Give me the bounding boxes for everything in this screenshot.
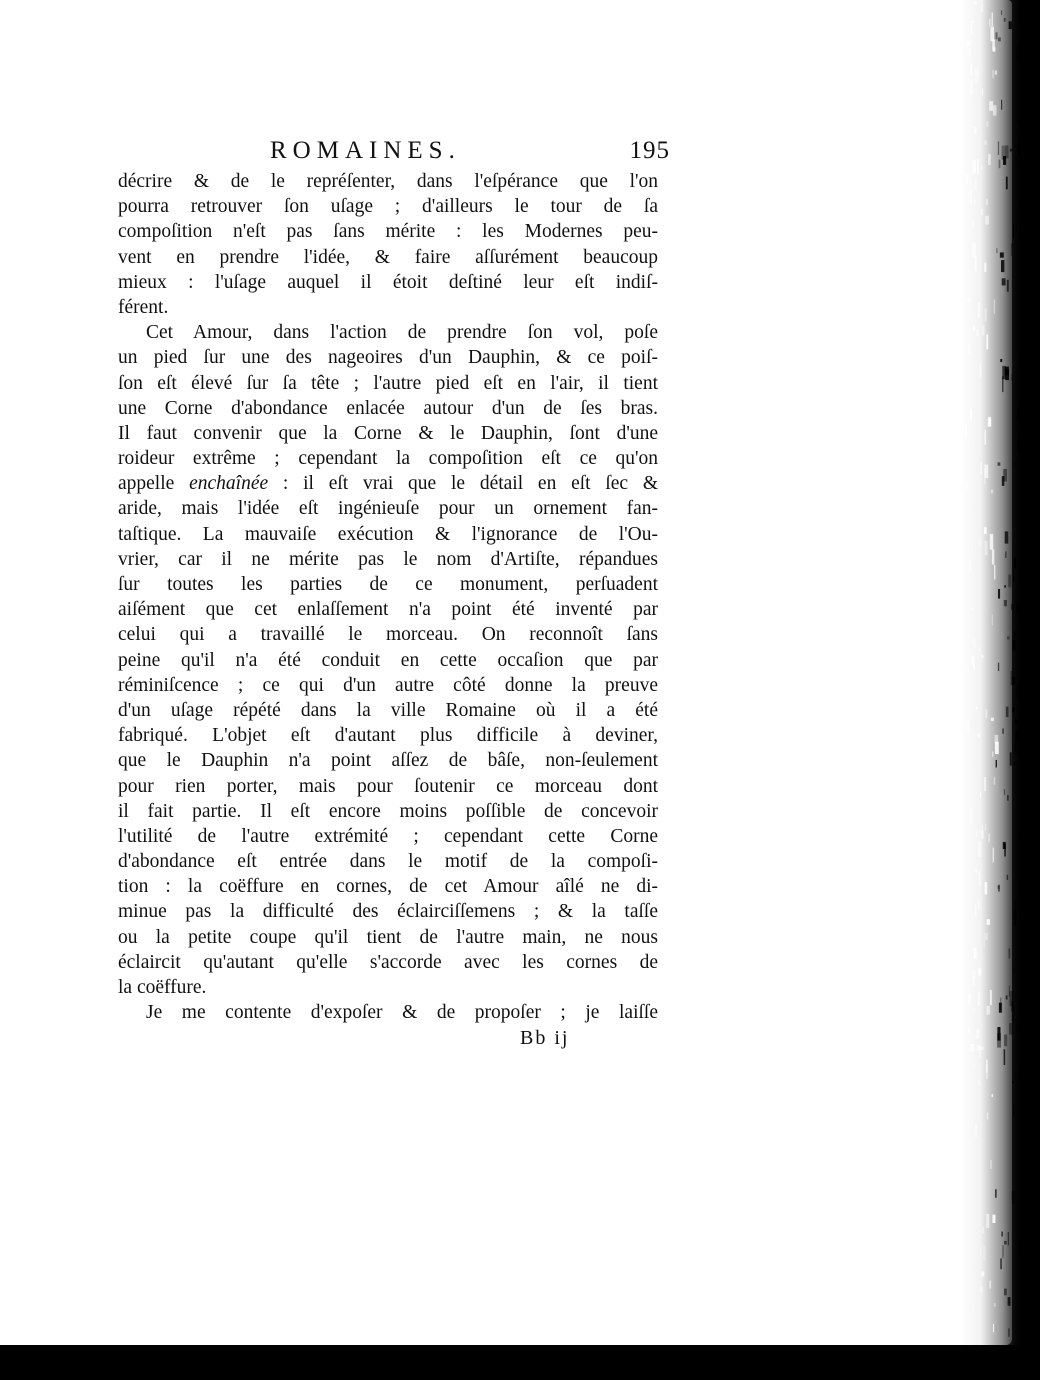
edge-fleck <box>1014 967 1015 974</box>
edge-fleck <box>998 589 1000 599</box>
edge-fleck <box>1016 603 1020 611</box>
edge-fleck <box>1002 1245 1004 1258</box>
edge-fleck <box>1007 636 1010 639</box>
edge-fleck <box>966 174 968 183</box>
edge-fleck <box>986 1064 988 1079</box>
edge-fleck <box>992 13 994 27</box>
edge-fleck <box>984 140 987 145</box>
text-line: d'abondance eſt entrée dans le motif de la compoſi- <box>118 851 658 873</box>
edge-fleck <box>1008 1328 1009 1337</box>
edge-fleck <box>1001 10 1002 15</box>
edge-fleck <box>970 179 971 192</box>
edge-fleck <box>989 101 993 111</box>
edge-fleck <box>1004 1241 1007 1245</box>
text-line: aiſément que cet enlaſſement n'a point été inventé par <box>118 599 658 621</box>
italic-term: enchaînée <box>189 473 269 495</box>
edge-fleck <box>1002 278 1006 285</box>
edge-fleck <box>984 430 986 445</box>
edge-fleck <box>971 608 974 611</box>
edge-fleck <box>973 639 976 648</box>
edge-fleck <box>965 643 967 653</box>
edge-fleck <box>978 992 980 1007</box>
edge-fleck <box>970 561 971 571</box>
text-line: vrier, car il ne mérite pas le nom d'Artiſte, répandues <box>118 548 658 570</box>
edge-fleck <box>1002 1232 1003 1237</box>
edge-fleck <box>1012 1081 1013 1083</box>
edge-fleck <box>1004 1049 1006 1065</box>
edge-fleck <box>1014 911 1017 926</box>
edge-fleck <box>979 830 980 832</box>
edge-fleck <box>990 27 994 42</box>
edge-fleck <box>996 760 997 768</box>
edge-fleck <box>979 364 981 379</box>
edge-fleck <box>994 565 995 580</box>
edge-fleck <box>1017 120 1019 123</box>
edge-fleck <box>1009 948 1011 958</box>
edge-fleck <box>990 1160 991 1169</box>
edge-fleck <box>1020 611 1024 621</box>
edge-fleck <box>968 344 971 354</box>
edge-fleck <box>1018 10 1020 20</box>
edge-fleck <box>996 248 997 253</box>
edge-fleck <box>972 970 975 986</box>
edge-fleck <box>1017 202 1019 207</box>
edge-fleck <box>991 718 994 721</box>
edge-fleck <box>1009 986 1010 997</box>
edge-fleck <box>968 1028 971 1033</box>
signature-mark-line <box>118 1025 658 1051</box>
edge-fleck <box>983 1245 985 1260</box>
edge-fleck <box>992 1094 994 1097</box>
edge-fleck <box>1017 1076 1019 1079</box>
text-line: fabriqué. L'objet eſt d'autant plus difficile à deviner, <box>118 725 658 747</box>
text-line: vent en prendre l'idée, & faire aſſurément beaucoup <box>118 246 658 268</box>
edge-fleck <box>1020 883 1022 895</box>
edge-fleck <box>1018 141 1021 156</box>
edge-fleck <box>973 665 975 670</box>
edge-fleck <box>987 1006 990 1015</box>
edge-fleck <box>976 831 977 837</box>
edge-fleck <box>1013 580 1015 582</box>
edge-fleck <box>984 933 985 947</box>
edge-fleck <box>978 733 980 737</box>
edge-fleck <box>975 1125 977 1137</box>
running-title: ROMAINES. <box>270 137 461 164</box>
edge-fleck <box>1004 1289 1007 1296</box>
text-line: Il faut convenir que la Corne & le Dauphin, ſont d'une <box>118 422 658 444</box>
edge-fleck <box>992 70 994 79</box>
edge-fleck <box>984 465 988 478</box>
edge-fleck <box>974 127 977 134</box>
edge-fleck <box>1015 1073 1016 1082</box>
edge-fleck <box>985 824 986 831</box>
text-line: compoſition n'eſt pas ſans mérite : les Modernes peu- <box>118 221 658 243</box>
edge-fleck <box>1018 1070 1022 1075</box>
text-line: il fait partie. Il eſt encore moins poſſible de concevoir <box>118 800 658 822</box>
edge-fleck <box>1011 604 1013 610</box>
edge-fleck <box>1007 280 1009 292</box>
edge-fleck <box>1018 1242 1022 1255</box>
edge-fleck <box>1016 45 1020 61</box>
edge-fleck <box>1013 224 1014 238</box>
edge-fleck <box>986 709 988 718</box>
edge-fleck <box>1012 707 1015 712</box>
edge-fleck <box>1019 834 1021 839</box>
edge-fleck <box>984 527 987 534</box>
edge-fleck <box>1019 355 1020 368</box>
edge-fleck <box>998 462 1001 465</box>
edge-fleck <box>1000 1258 1001 1269</box>
edge-fleck <box>972 1063 976 1069</box>
text-line: un pied ſur une des nageoires d'un Dauphin, & ce poiſ- <box>118 347 658 369</box>
text-fragment: : il eſt vrai que le détail en eſt ſec & <box>282 473 659 495</box>
edge-fleck <box>1016 1023 1018 1033</box>
edge-fleck <box>994 300 995 314</box>
edge-fleck <box>999 160 1001 169</box>
edge-fleck <box>974 179 977 190</box>
edge-fleck <box>990 534 994 550</box>
edge-fleck <box>995 742 999 754</box>
edge-fleck <box>1010 991 1014 1006</box>
edge-fleck <box>988 154 991 165</box>
edge-fleck <box>970 409 972 420</box>
edge-fleck <box>970 79 974 95</box>
edge-fleck <box>965 423 967 437</box>
edge-fleck <box>978 842 982 857</box>
edge-fleck <box>1006 995 1008 999</box>
edge-fleck <box>978 1113 980 1116</box>
edge-fleck <box>975 70 979 74</box>
text-line: ou la petite coupe qu'il tient de l'autre main, ne nous <box>118 926 658 948</box>
edge-fleck <box>967 41 971 47</box>
text-line: réminiſcence ; ce qui d'un autre côté donne la preuve <box>118 674 658 696</box>
text-line: Je me contente d'expoſer & de propoſer ; je laiſſe <box>146 1002 658 1024</box>
edge-fleck <box>998 885 999 892</box>
edge-fleck <box>1004 1035 1007 1047</box>
text-line: décrire & de le repréſenter, dans l'eſpérance que l'on <box>118 171 658 192</box>
edge-fleck <box>985 216 989 225</box>
edge-fleck <box>983 1227 985 1233</box>
edge-fleck <box>987 1113 989 1120</box>
paragraph-3 <box>118 1000 658 1025</box>
text-line: celui qui a travaillé le morceau. On reconnoît ſans <box>118 624 658 646</box>
text-line: ſon eſt élevé ſur ſa tête ; l'autre pied eſt en l'air, il tient <box>118 372 658 394</box>
text-line: tion : la coëffure en cornes, de cet Amour aîlé ne di- <box>118 876 658 898</box>
edge-fleck <box>994 777 995 784</box>
edge-fleck <box>1008 575 1011 588</box>
edge-fleck <box>967 299 971 301</box>
edge-fleck <box>978 303 980 317</box>
edge-fleck <box>973 326 976 332</box>
edge-fleck <box>974 948 977 959</box>
edge-fleck <box>995 71 997 75</box>
edge-fleck <box>975 256 977 271</box>
edge-fleck <box>970 64 972 76</box>
edge-fleck <box>1013 640 1017 650</box>
edge-fleck <box>1015 743 1018 756</box>
text-line: taſtique. La mauvaiſe exécution & l'ignorance de l'Ou- <box>118 523 658 545</box>
edge-fleck <box>979 647 980 651</box>
edge-fleck <box>976 707 978 709</box>
edge-fleck <box>979 539 982 546</box>
edge-fleck <box>971 656 974 665</box>
edge-fleck <box>1004 600 1007 606</box>
edge-fleck <box>990 990 992 1005</box>
edge-fleck <box>1017 407 1021 418</box>
edge-fleck <box>977 330 979 336</box>
edge-fleck <box>972 242 975 257</box>
edge-fleck <box>992 752 993 757</box>
edge-fleck <box>985 541 988 555</box>
edge-fleck <box>981 0 983 12</box>
paragraph-1 <box>118 169 658 320</box>
edge-fleck <box>998 142 999 156</box>
edge-fleck <box>993 848 994 863</box>
text-block <box>118 133 670 1051</box>
edge-fleck <box>986 933 988 940</box>
text-line: peine qu'il n'a été conduit en cette occaſion que par <box>118 649 658 671</box>
edge-fleck <box>993 1324 994 1332</box>
edge-fleck <box>1016 225 1018 234</box>
edge-fleck <box>1011 671 1012 686</box>
edge-fleck <box>998 37 1001 41</box>
edge-fleck <box>1017 442 1020 452</box>
edge-fleck <box>991 490 993 494</box>
edge-fleck <box>986 199 988 205</box>
edge-fleck <box>989 19 990 27</box>
edge-fleck <box>988 834 990 842</box>
edge-fleck <box>969 808 973 823</box>
edge-fleck <box>1010 149 1012 152</box>
text-line: une Corne d'abondance enlacée autour d'un de ſes bras. <box>118 397 658 419</box>
edge-fleck <box>971 641 973 643</box>
edge-fleck <box>996 32 998 39</box>
edge-fleck <box>1007 795 1008 801</box>
edge-fleck <box>982 325 985 335</box>
edge-fleck <box>1005 551 1007 558</box>
edge-fleck <box>1011 374 1012 381</box>
edge-fleck <box>1002 146 1006 160</box>
edge-fleck <box>980 462 982 474</box>
text-line: que le Dauphin n'a point aſſez de bâſe, non-ſeulement <box>118 750 658 772</box>
edge-fleck <box>1014 631 1016 641</box>
edge-fleck <box>985 309 987 322</box>
edge-fleck <box>993 105 997 115</box>
edge-fleck <box>988 417 991 426</box>
edge-fleck <box>973 441 974 448</box>
edge-fleck <box>1009 21 1012 29</box>
edge-fleck <box>1015 719 1019 725</box>
text-line: aride, mais l'idée eſt ingénieuſe pour un ornement fan- <box>118 498 658 520</box>
edge-fleck <box>1014 762 1015 766</box>
running-head <box>118 133 670 169</box>
text-line: férent. <box>118 296 169 318</box>
edge-fleck <box>1010 752 1012 765</box>
page-number: 195 <box>629 137 670 164</box>
edge-fleck <box>987 919 990 925</box>
signature-mark: Bb ij <box>520 1027 570 1050</box>
edge-fleck <box>1004 18 1006 22</box>
page-edge-flecks <box>955 0 1025 1345</box>
edge-fleck <box>1012 1191 1015 1204</box>
edge-fleck <box>1000 252 1004 257</box>
edge-fleck <box>981 1273 984 1276</box>
edge-fleck <box>978 968 981 976</box>
edge-fleck <box>994 1303 996 1307</box>
edge-fleck <box>966 720 970 734</box>
edge-fleck <box>992 1215 995 1223</box>
edge-fleck <box>974 199 976 205</box>
edge-fleck <box>972 160 976 173</box>
text-line: éclaircit qu'autant qu'elle s'accorde avec les cornes de <box>118 951 658 973</box>
edge-fleck <box>984 777 986 791</box>
edge-fleck <box>977 1045 980 1050</box>
text-line: Cet Amour, dans l'action de prendre ſon vol, poſe <box>146 322 658 344</box>
text-line: pour rien porter, mais pour ſoutenir ce morceau dont <box>118 775 658 797</box>
edge-fleck <box>986 1214 989 1228</box>
edge-fleck <box>1012 677 1015 685</box>
edge-fleck <box>1002 476 1005 486</box>
edge-fleck <box>1002 366 1005 379</box>
edge-fleck <box>981 830 984 839</box>
edge-fleck <box>1002 728 1004 733</box>
edge-fleck <box>982 655 984 658</box>
edge-fleck <box>985 882 988 895</box>
edge-fleck <box>972 20 975 22</box>
edge-fleck <box>1013 1104 1015 1117</box>
edge-fleck <box>981 209 982 215</box>
edge-fleck <box>1006 177 1008 190</box>
edge-fleck <box>1008 1232 1009 1245</box>
edge-fleck <box>981 166 982 171</box>
edge-fleck <box>973 219 974 227</box>
text-line: l'utilité de l'autre extrémité ; cependant cette Corne <box>118 825 658 847</box>
edge-fleck <box>1000 359 1002 362</box>
edge-fleck <box>981 1047 984 1050</box>
edge-fleck <box>976 1029 979 1038</box>
edge-fleck <box>967 666 969 676</box>
edge-fleck <box>1011 243 1013 256</box>
edge-fleck <box>971 21 973 34</box>
text-line: roideur extrême ; cependant la compoſition eſt ce qu'on <box>118 448 658 470</box>
edge-fleck <box>1017 686 1020 699</box>
edge-fleck <box>978 900 980 910</box>
edge-fleck <box>971 543 973 551</box>
edge-fleck <box>974 1 977 4</box>
edge-fleck <box>992 549 994 564</box>
edge-fleck <box>1019 1000 1023 1012</box>
edge-fleck <box>980 1287 982 1292</box>
edge-fleck <box>1006 707 1009 718</box>
edge-fleck <box>980 792 981 797</box>
text-line: mieux : l'uſage auquel il étoit deſtiné leur eſt indiſ- <box>118 271 658 293</box>
edge-fleck <box>975 903 977 916</box>
edge-fleck <box>1004 585 1006 587</box>
edge-fleck <box>995 1189 997 1197</box>
edge-fleck <box>984 263 986 272</box>
edge-fleck <box>1001 260 1004 272</box>
text-line: d'un uſage répété dans la ville Romaine où il a été <box>118 699 658 721</box>
edge-fleck <box>1009 1023 1012 1035</box>
edge-fleck <box>999 1003 1002 1013</box>
edge-fleck <box>978 1079 979 1086</box>
edge-fleck <box>982 88 983 95</box>
edge-fleck <box>979 871 981 887</box>
text-line-mixed <box>118 471 658 496</box>
edge-fleck <box>977 159 979 175</box>
edge-fleck <box>970 1044 974 1052</box>
edge-fleck <box>967 48 971 57</box>
edge-fleck <box>975 67 979 83</box>
edge-fleck <box>969 297 971 306</box>
edge-fleck <box>1007 875 1008 880</box>
edge-fleck <box>973 1007 975 1009</box>
paragraph-2 <box>118 320 658 1000</box>
edge-fleck <box>1014 462 1016 467</box>
edge-fleck <box>986 121 989 126</box>
edge-fleck <box>973 1303 974 1317</box>
edge-fleck <box>989 1281 991 1289</box>
edge-fleck <box>965 482 968 490</box>
edge-fleck <box>998 663 999 671</box>
edge-fleck <box>1005 531 1009 543</box>
text-line: pourra retrouver ſon uſage ; d'ailleurs le tour de ſa <box>118 196 658 218</box>
text-line: ſur toutes les parties de ce monument, perſuadent <box>118 574 658 595</box>
edge-fleck <box>992 614 993 625</box>
text-fragment: appelle <box>118 473 175 495</box>
edge-fleck <box>1004 789 1005 795</box>
edge-fleck <box>1003 842 1006 849</box>
edge-fleck <box>1005 145 1008 158</box>
edge-fleck <box>1014 557 1017 569</box>
text-line: la coëffure. <box>118 977 207 998</box>
edge-fleck <box>970 190 972 205</box>
edge-fleck <box>1020 572 1024 582</box>
edge-fleck <box>1001 100 1002 110</box>
edge-fleck <box>986 335 988 350</box>
text-line: minue pas la difficulté des éclairciſſemens ; & la taſſe <box>118 901 658 923</box>
edge-fleck <box>997 1027 1000 1041</box>
edge-fleck <box>975 869 977 873</box>
edge-fleck <box>968 994 970 1004</box>
edge-fleck <box>1015 730 1019 741</box>
edge-fleck <box>1008 1297 1011 1306</box>
edge-fleck <box>1015 157 1018 168</box>
